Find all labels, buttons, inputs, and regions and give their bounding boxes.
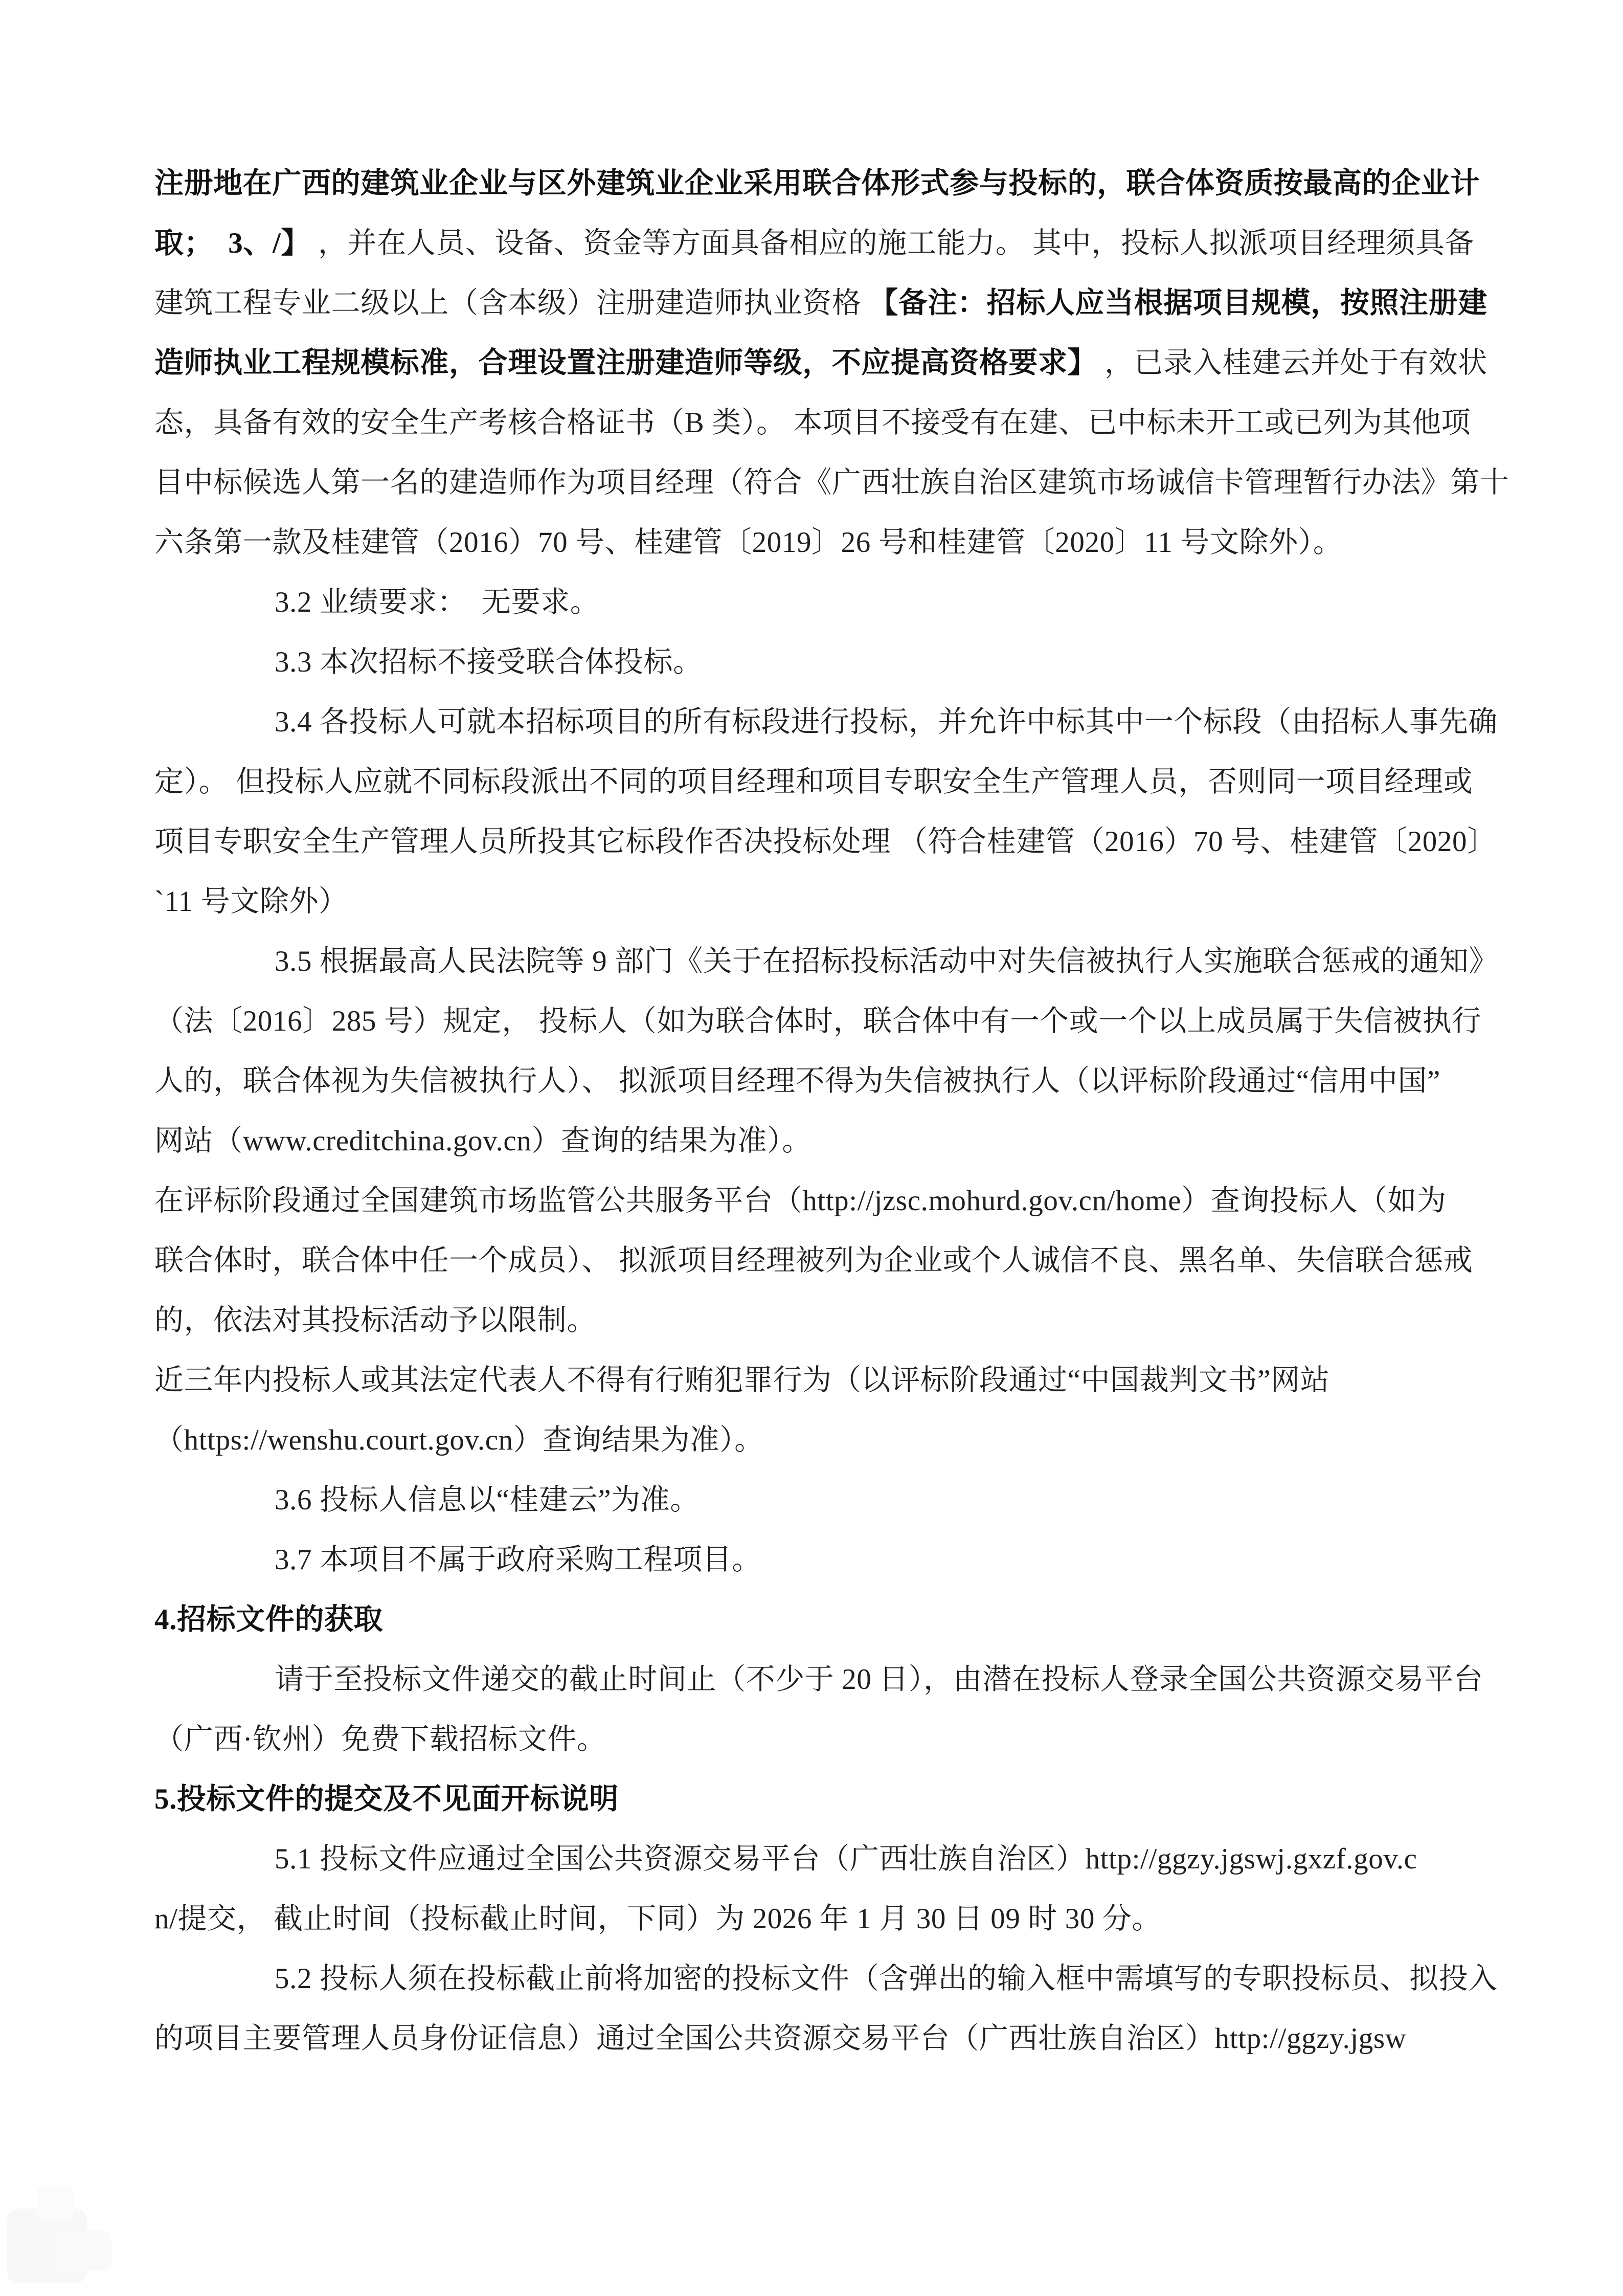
text-segment: 项目专职安全生产管理人员所投其它标段作否决投标处理 （符合桂建管（2016）70 号、桂建管〔2020〕 <box>154 826 1497 858</box>
document-line <box>154 1350 1494 1410</box>
text-segment: 3.2 业绩要求： 无要求。 <box>275 586 600 618</box>
text-segment: 请于至投标文件递交的截止时间止（不少于 20 日），由潜在投标人登录全国公共资源交易平台 <box>275 1663 1483 1696</box>
document-body <box>154 153 1509 2068</box>
document-line <box>154 1290 1494 1350</box>
text-segment: 5.1 投标文件应通过全国公共资源交易平台（广西壮族自治区）http://ggzy.jgswj.gxzf.gov.c <box>275 1843 1417 1875</box>
text-segment: 5.投标文件的提交及不见面开标说明 <box>154 1783 619 1815</box>
document-line <box>154 273 1494 333</box>
document-line <box>154 333 1494 393</box>
section-heading <box>154 1769 1494 1829</box>
document-line <box>154 213 1494 273</box>
text-segment: 近三年内投标人或其法定代表人不得有行贿犯罪行为（以评标阶段通过“中国裁判文书”网站 <box>154 1364 1330 1396</box>
document-line <box>154 453 1509 512</box>
document-line <box>154 1410 1494 1470</box>
document-line <box>154 931 1499 991</box>
text-segment: 5.2 投标人须在投标截止前将加密的投标文件（含弹出的输入框中需填写的专职投标员、拟投入 <box>275 1963 1498 1995</box>
text-segment: 人的，联合体视为失信被执行人）、 拟派项目经理不得为失信被执行人（以评标阶段通过“信用中国” <box>154 1065 1440 1097</box>
document-line <box>154 812 1497 872</box>
text-segment: 的项目主要管理人员身份证信息）通过全国公共资源交易平台（广西壮族自治区）http://ggzy.jgsw <box>154 2022 1407 2055</box>
text-segment: ，并在人员、设备、资金等方面具备相应的施工能力。 其中，投标人拟派项目经理须具备 <box>310 227 1475 259</box>
document-line <box>154 632 1494 692</box>
text-segment: 3.4 各投标人可就本招标项目的所有标段进行投标，并允许中标其中一个标段（由招标人事先确 <box>275 706 1498 738</box>
text-segment: 【备注：招标人应当根据项目规模，按照注册建 <box>869 287 1487 319</box>
document-line <box>154 1530 1494 1590</box>
document-line <box>154 512 1494 572</box>
document-line <box>154 1889 1494 1949</box>
text-segment: （广西·钦州）免费下载招标文件。 <box>154 1723 606 1755</box>
scan-artifact-blob <box>7 2209 87 2283</box>
document-line <box>154 393 1494 453</box>
document-line <box>154 153 1494 213</box>
text-segment: n/提交， 截止时间（投标截止时间，下同）为 2026 年 1 月 30 日 09 时 30 分。 <box>154 1903 1161 1935</box>
text-segment: 4.招标文件的获取 <box>154 1603 384 1636</box>
text-segment: 态，具备有效的安全生产考核合格证书（B 类）。 本项目不接受有在建、已中标未开工或已列为其他项 <box>154 407 1471 439</box>
document-line <box>154 1649 1494 1709</box>
text-segment: 3.5 根据最高人民法院等 9 部门《关于在招标投标活动中对失信被执行人实施联合惩戒的通知》 <box>275 945 1499 977</box>
document-line <box>154 1231 1494 1290</box>
text-segment: 3.7 本项目不属于政府采购工程项目。 <box>275 1544 761 1576</box>
document-line <box>154 2009 1494 2068</box>
text-segment: 的，依法对其投标活动予以限制。 <box>154 1304 596 1336</box>
document-line <box>154 692 1498 752</box>
document-line <box>154 572 1494 632</box>
text-segment: 网站（www.creditchina.gov.cn）查询的结果为准）。 <box>154 1125 812 1157</box>
text-segment: 3.6 投标人信息以“桂建云”为准。 <box>275 1484 700 1516</box>
document-line <box>154 991 1494 1051</box>
text-segment: 在评标阶段通过全国建筑市场监管公共服务平台（http://jzsc.mohurd.gov.cn/home）查询投标人（如为 <box>154 1185 1447 1217</box>
section-heading <box>154 1590 1494 1649</box>
text-segment: `11 号文除外） <box>154 885 348 918</box>
document-line <box>154 1949 1498 2009</box>
document-line <box>154 1111 1494 1171</box>
text-segment: 目中标候选人第一名的建造师作为项目经理（符合《广西壮族自治区建筑市场诚信卡管理暂行办法》第十 <box>154 466 1509 499</box>
document-line <box>154 1171 1494 1231</box>
text-segment: 定）。 但投标人应就不同标段派出不同的项目经理和项目专职安全生产管理人员，否则同一项目经理或 <box>154 766 1473 798</box>
text-segment: 联合体时，联合体中任一个成员）、 拟派项目经理被列为企业或个人诚信不良、黑名单、失信联合惩戒 <box>154 1244 1473 1277</box>
text-segment: 注册地在广西的建筑业企业与区外建筑业企业采用联合体形式参与投标的，联合体资质按最高的企业计 <box>154 167 1480 199</box>
text-segment: （法〔2016〕285 号）规定， 投标人（如为联合体时，联合体中有一个或一个以上成员属于失信被执行 <box>154 1005 1481 1037</box>
document-line <box>154 1470 1494 1530</box>
text-segment: 3.3 本次招标不接受联合体投标。 <box>275 646 703 678</box>
text-segment: ，已录入桂建云并处于有效状 <box>1097 347 1487 379</box>
text-segment: （https://wenshu.court.gov.cn）查询结果为准）。 <box>154 1424 764 1456</box>
document-line <box>154 1709 1494 1769</box>
document-line <box>154 872 1494 931</box>
text-segment: 取； 3、/】 <box>154 227 311 259</box>
document-line <box>154 1829 1494 1889</box>
text-segment: 造师执业工程规模标准，合理设置注册建造师等级，不应提高资格要求】 <box>154 347 1097 379</box>
document-line <box>154 752 1494 812</box>
text-segment: 六条第一款及桂建管（2016）70 号、桂建管〔2019〕26 号和桂建管〔2020〕11 号文除外）。 <box>154 526 1343 559</box>
document-line <box>154 1051 1494 1111</box>
text-segment: 建筑工程专业二级以上（含本级）注册建造师执业资格 <box>154 287 869 319</box>
